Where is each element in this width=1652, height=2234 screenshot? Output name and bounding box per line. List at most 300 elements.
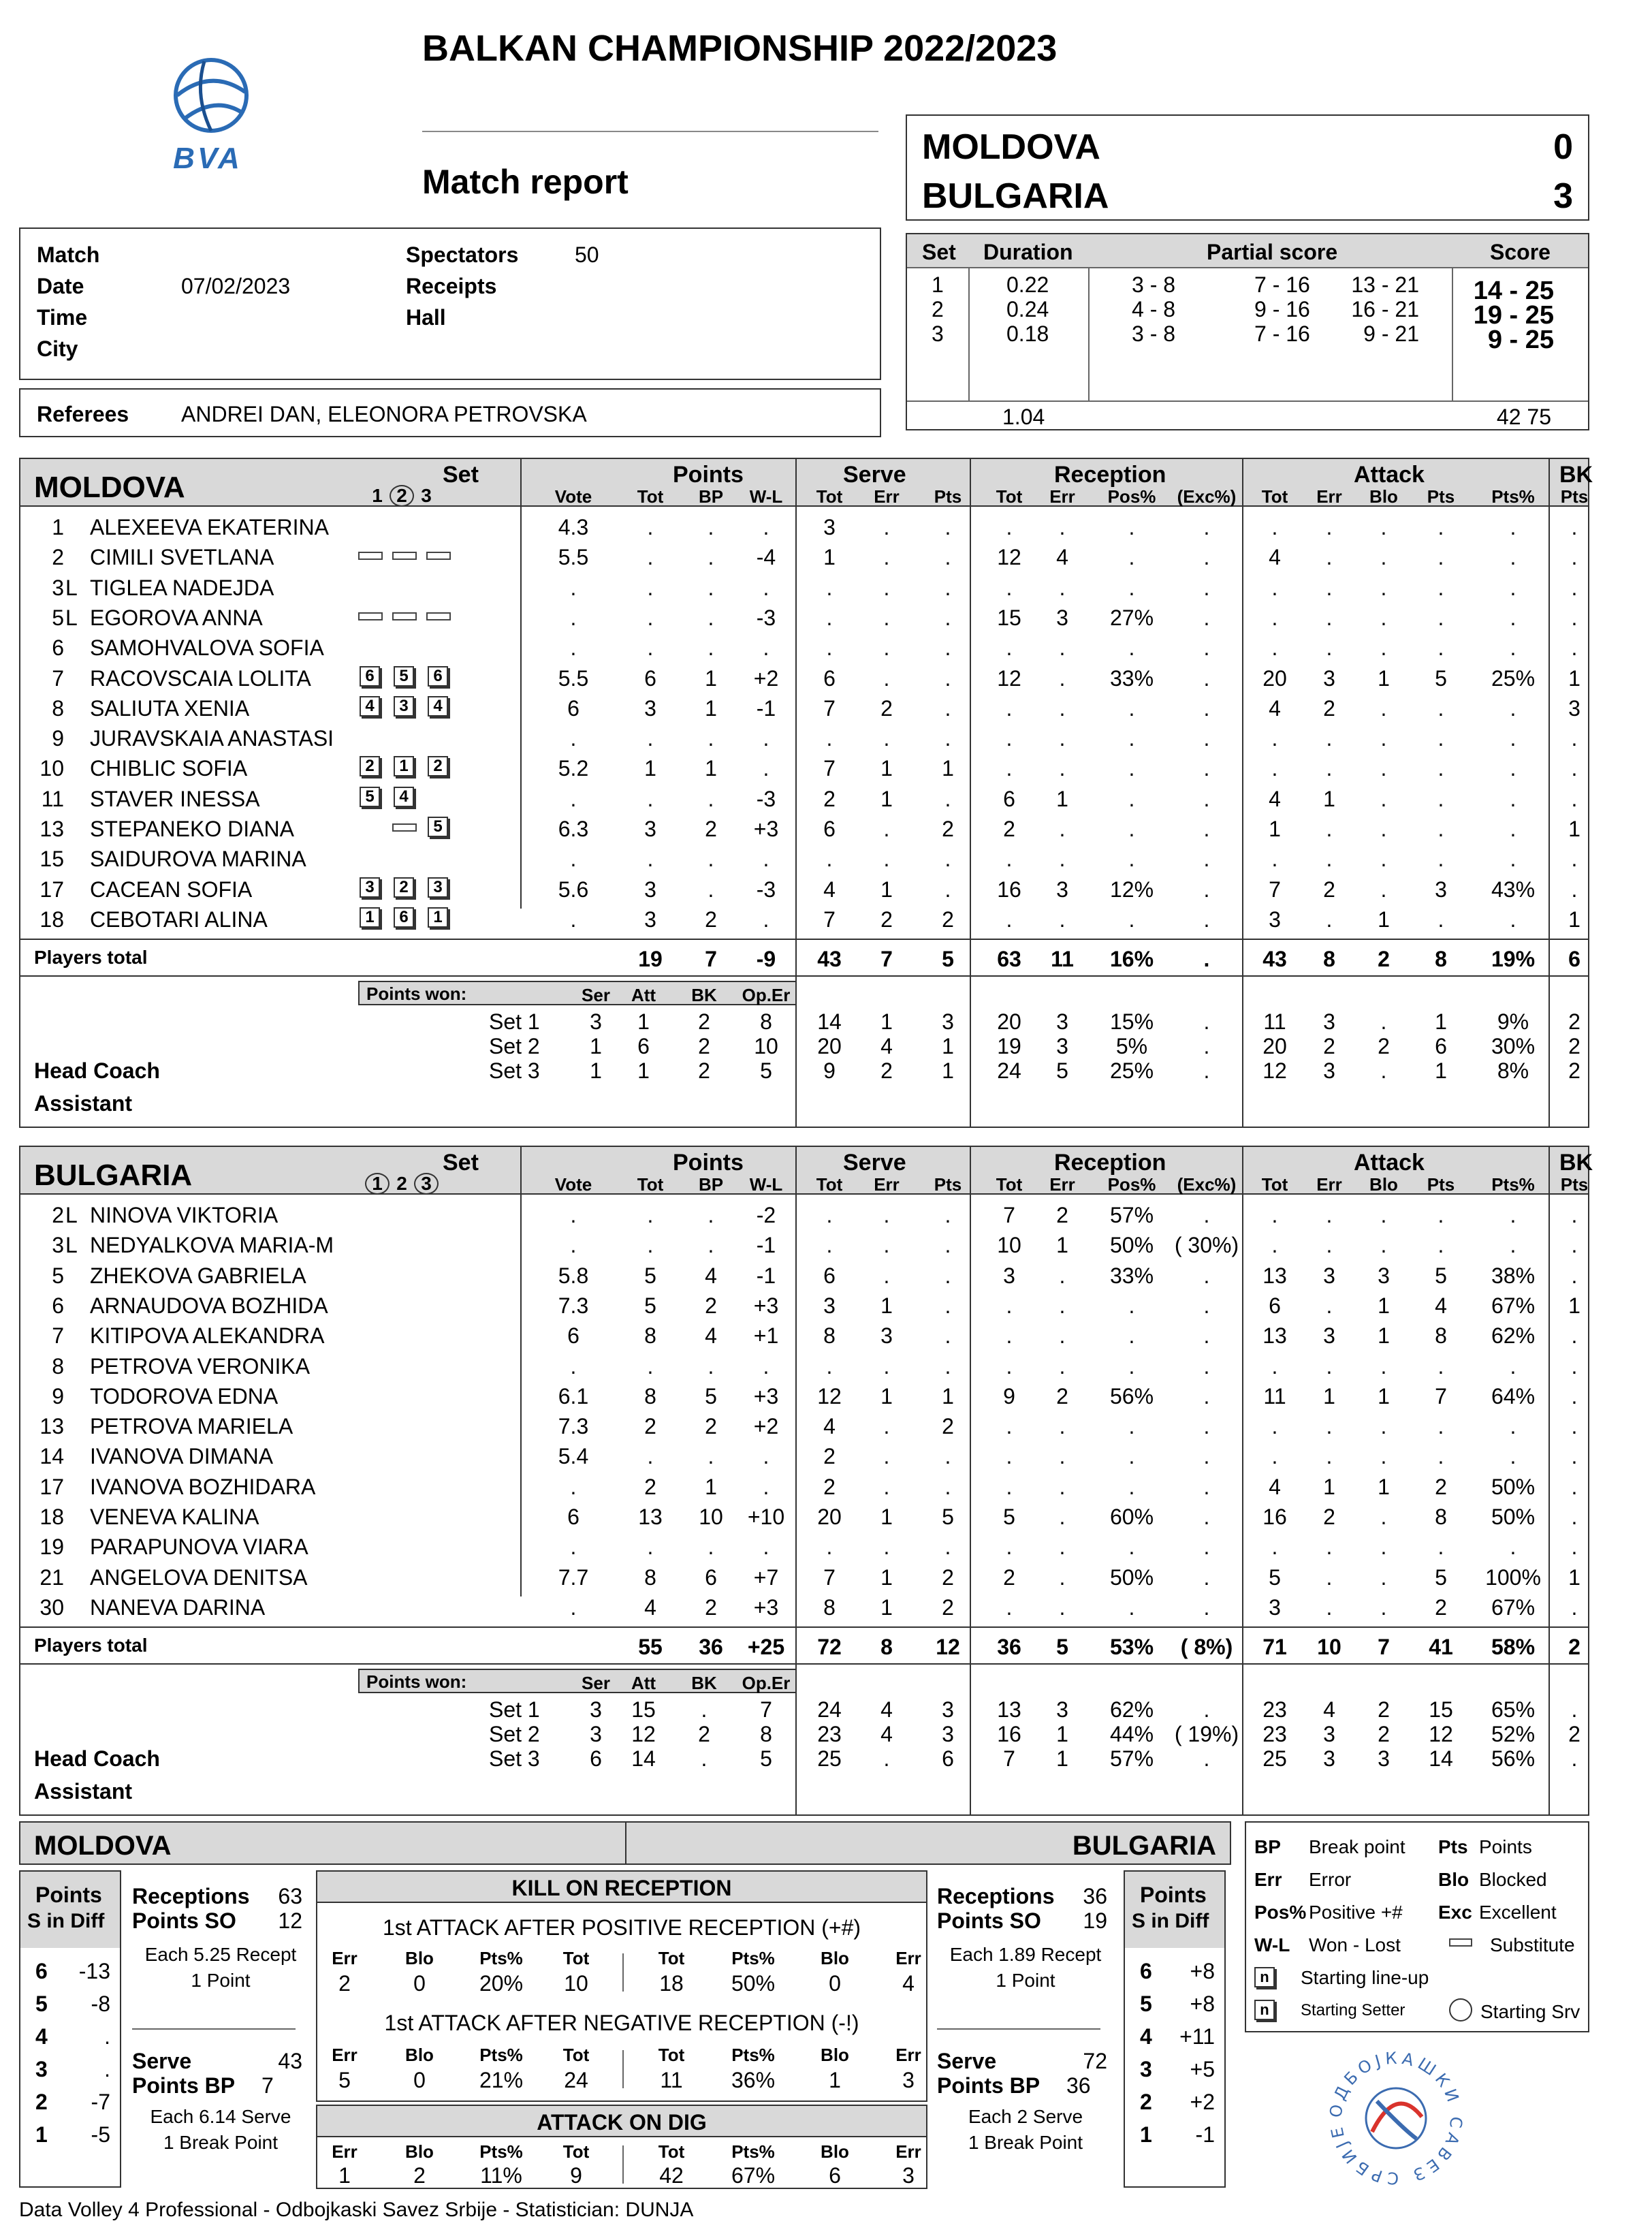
stat-value: . (1437, 635, 1444, 661)
stat-value: 50% (1491, 1505, 1536, 1529)
set-stat-value: 5 (1056, 1058, 1068, 1084)
stat-value: . (1128, 1353, 1135, 1379)
one-break-point: 1 Break Point (968, 2132, 1083, 2153)
legend-abbrev: Pos% (1254, 1902, 1307, 1923)
points-won-value: 8 (760, 1009, 772, 1035)
set-stat-value: 2 (1378, 1722, 1390, 1747)
stat-value: 1 (1568, 1564, 1580, 1590)
stat-value: . (763, 907, 769, 932)
stat-value: 50% (1491, 1474, 1536, 1499)
partial-16: 7 - 16 (1254, 272, 1310, 297)
stat-value: . (708, 605, 714, 630)
player-row[interactable] (19, 603, 1589, 633)
player-row[interactable] (19, 1261, 1589, 1291)
points-won-value: 5 (760, 1058, 772, 1084)
stat-value: . (883, 1444, 890, 1469)
set-stat-value: ( 19%) (1174, 1722, 1239, 1747)
player-row[interactable] (19, 1291, 1589, 1321)
set-stat-value: 7 (1003, 1746, 1015, 1772)
stat-value: . (1059, 756, 1066, 781)
player-number: 3 (52, 575, 64, 600)
player-row[interactable] (19, 1200, 1589, 1230)
stat-value: . (1437, 575, 1444, 600)
players-total-label: Players total (34, 947, 148, 969)
stat-value: . (1128, 907, 1135, 932)
set-stat-value: 1 (1435, 1009, 1447, 1035)
starting-position: 4 (394, 787, 414, 807)
player-name: EGOROVA ANNA (90, 605, 263, 630)
kill-col-header: Tot (562, 1948, 590, 1968)
set-stat-value: 13 (997, 1697, 1021, 1722)
starting-position: 5 (360, 787, 380, 807)
player-row[interactable] (19, 573, 1589, 603)
rotation-diff: -7 (91, 2090, 110, 2114)
volleyball-logo-icon (157, 54, 259, 136)
stat-value: . (1006, 575, 1013, 600)
kill-col-header: Tot (658, 1948, 685, 1968)
rotation-diff: +2 (1190, 2090, 1215, 2114)
kill-col-header: Err (332, 2045, 358, 2065)
stat-value: . (763, 1444, 769, 1469)
ser-header: Ser (582, 985, 610, 1006)
total-value: 41 (1429, 1635, 1453, 1660)
stat-value: 56% (1109, 1383, 1154, 1409)
set-indicator: 1 2 3 (365, 1173, 439, 1195)
stat-value: . (944, 1474, 951, 1499)
stat-value: 4 (1269, 1474, 1281, 1499)
stat-value: 1 (1269, 817, 1281, 841)
stat-value: . (1380, 877, 1387, 902)
stat-value: . (1128, 1474, 1135, 1499)
player-name: CACEAN SOFIA (90, 877, 253, 902)
player-name: SAMOHVALOVA SOFIA (90, 635, 324, 661)
column-header: Blo (1369, 1174, 1398, 1195)
stat-value: . (1571, 726, 1578, 751)
summary-team1: MOLDOVA (34, 1831, 172, 1861)
set-label: Set 2 (489, 1034, 540, 1059)
stat-value: . (1510, 545, 1516, 570)
player-row[interactable] (19, 663, 1589, 693)
head-coach-label: Head Coach (34, 1746, 160, 1772)
stat-value: 7 (823, 1564, 836, 1590)
stat-value: 5 (644, 1263, 656, 1288)
set-stat-value: 5% (1115, 1034, 1148, 1059)
rotation-number: 2 (35, 2090, 48, 2114)
stat-value: 15 (997, 605, 1021, 630)
set-stat-value: 23 (1262, 1722, 1287, 1747)
stat-value: . (1203, 1474, 1210, 1499)
stat-value: . (1006, 726, 1013, 751)
stat-value: . (1326, 1203, 1333, 1227)
stat-value: . (1271, 515, 1278, 539)
stat-value: 27% (1109, 605, 1154, 630)
stat-value: . (1571, 1474, 1578, 1499)
player-row[interactable] (19, 542, 1589, 572)
stat-value: . (1059, 1505, 1066, 1529)
points-so-label: Points SO (937, 1908, 1041, 1933)
stat-value: 7 (1435, 1383, 1447, 1409)
stat-value: . (1510, 756, 1516, 781)
total-value: 7 (880, 947, 893, 972)
kill-value: 24 (564, 2068, 588, 2092)
player-row[interactable] (19, 1441, 1589, 1471)
player-row[interactable] (19, 1472, 1589, 1502)
stat-value: . (1203, 605, 1210, 630)
stat-value: 1 (823, 545, 836, 570)
dig-col-header: Pts% (479, 2141, 523, 2162)
stat-value: . (1203, 515, 1210, 539)
player-number: 13 (39, 1414, 64, 1439)
partial-8: 3 - 8 (1132, 321, 1176, 346)
stat-value: . (944, 1203, 951, 1227)
stat-value: . (1326, 847, 1333, 872)
team-name: BULGARIA (34, 1159, 193, 1192)
player-row[interactable] (19, 693, 1589, 723)
stat-value: 1 (1378, 1474, 1390, 1499)
player-row[interactable] (19, 1230, 1589, 1260)
player-number: 18 (39, 907, 64, 932)
rotation-diff: +8 (1190, 1959, 1215, 1983)
set-stat-value: . (1203, 1697, 1210, 1722)
serve-value: 43 (278, 2049, 302, 2073)
group-header: Points (673, 462, 744, 488)
stat-value: . (1510, 695, 1516, 721)
substitute-icon (1449, 1938, 1472, 1947)
team-name: MOLDOVA (34, 471, 185, 504)
player-name: TIGLEA NADEJDA (90, 575, 274, 600)
stat-value: . (1326, 575, 1333, 600)
footer: Data Volley 4 Professional - Odbojkaski Savez Srbije - Statistician: DUNJA (19, 2199, 694, 2221)
legend-text: Break point (1309, 1836, 1405, 1857)
stat-value: . (1380, 1594, 1387, 1620)
stat-value: . (883, 665, 890, 691)
stat-value: 7.7 (558, 1564, 589, 1590)
stat-value: 57% (1109, 1203, 1154, 1227)
stat-value: . (1326, 1444, 1333, 1469)
dig-value: 42 (659, 2163, 684, 2188)
stat-value: . (944, 1293, 951, 1318)
stat-value: 6 (567, 1505, 579, 1529)
stat-value: . (944, 1233, 951, 1258)
stat-value: . (1059, 1474, 1066, 1499)
stat-value: 5 (942, 1505, 954, 1529)
total-value: 2 (1378, 947, 1390, 972)
stat-value: . (1510, 786, 1516, 811)
stat-value: . (570, 1233, 577, 1258)
rotation-box (19, 1870, 121, 2188)
stat-value: . (1203, 786, 1210, 811)
stat-value: 4 (823, 877, 836, 902)
player-row[interactable] (19, 1381, 1589, 1411)
stat-value: 12 (997, 665, 1021, 691)
set-label: Set 1 (489, 1009, 540, 1035)
stat-value: . (1059, 1564, 1066, 1590)
stat-value: . (1059, 1594, 1066, 1620)
stat-value: . (1006, 1535, 1013, 1560)
stat-value: -3 (756, 877, 776, 902)
player-row[interactable] (19, 753, 1589, 783)
starting-position: 1 (428, 907, 448, 928)
set-stat-value: 2 (1378, 1034, 1390, 1059)
kill-col-header: Blo (821, 2045, 849, 2065)
stat-value: 2 (1323, 695, 1335, 721)
total-value: 7 (1378, 1635, 1390, 1660)
set-duration: 0.18 (1006, 321, 1049, 346)
stat-value: . (1203, 726, 1210, 751)
points-won-value: . (701, 1746, 708, 1772)
stat-value: 2 (1435, 1474, 1447, 1499)
player-row[interactable] (19, 633, 1589, 663)
player-row[interactable] (19, 723, 1589, 753)
stat-value: . (1059, 1353, 1066, 1379)
player-row[interactable] (19, 1502, 1589, 1532)
stat-value: . (647, 1203, 654, 1227)
set-stat-value: . (1203, 1034, 1210, 1059)
rotation-number: 5 (1140, 1992, 1152, 2016)
stat-value: -1 (756, 1263, 776, 1288)
total-value: 71 (1262, 1635, 1287, 1660)
stat-value: . (1510, 1203, 1516, 1227)
stat-value: . (944, 726, 951, 751)
stat-value: . (883, 1263, 890, 1288)
set-stat-value: 30% (1491, 1034, 1536, 1059)
stat-value: 4 (1269, 695, 1281, 721)
points-bp-value: 36 (1066, 2073, 1091, 2098)
stat-value: . (1510, 1233, 1516, 1258)
set-duration: 0.22 (1006, 272, 1049, 297)
stat-value: . (647, 847, 654, 872)
stat-value: . (1006, 907, 1013, 932)
set-stat-value: 44% (1109, 1722, 1154, 1747)
dig-title: ATTACK ON DIG (537, 2110, 707, 2135)
stat-value: . (944, 847, 951, 872)
substitute-icon (358, 552, 383, 560)
stat-value: 6 (644, 665, 656, 691)
total-value: . (1203, 947, 1210, 972)
stat-value: 3 (1568, 695, 1580, 721)
starting-position: 3 (394, 696, 414, 717)
stat-value: 5.6 (558, 877, 589, 902)
stat-value: 3 (823, 1293, 836, 1318)
stat-value: -1 (756, 695, 776, 721)
stat-value: 1 (942, 756, 954, 781)
partial-16: 7 - 16 (1254, 321, 1310, 346)
stat-value: . (1571, 756, 1578, 781)
set-stat-value: 6 (1435, 1034, 1447, 1059)
stat-value: 4 (644, 1594, 656, 1620)
stat-value: . (944, 665, 951, 691)
stat-value: . (1271, 605, 1278, 630)
stat-value: . (1326, 1353, 1333, 1379)
players-total-label: Players total (34, 1635, 148, 1656)
substitute-icon (392, 612, 417, 620)
att-header: Att (631, 1673, 656, 1694)
stat-value: . (763, 756, 769, 781)
player-number: 5 (52, 1263, 64, 1288)
player-number: 9 (52, 726, 64, 751)
stat-value: . (1326, 1535, 1333, 1560)
rotation-number: 1 (35, 2122, 48, 2147)
logo-text: BVA (173, 142, 242, 175)
stat-value: 1 (705, 756, 717, 781)
player-row[interactable] (19, 1321, 1589, 1351)
kill-value: 10 (564, 1971, 588, 1996)
stat-value: . (1271, 1444, 1278, 1469)
stat-value: . (1006, 1414, 1013, 1439)
team2-sets: 3 (1553, 176, 1573, 216)
stat-value: . (763, 515, 769, 539)
player-row[interactable] (19, 1351, 1589, 1381)
stat-value: . (1326, 1293, 1333, 1318)
stat-value: 1 (880, 1293, 893, 1318)
column-header: Err (1049, 486, 1075, 507)
player-row[interactable] (19, 844, 1589, 874)
libero-flag: L (65, 1233, 78, 1258)
points-won-value: 3 (590, 1697, 602, 1722)
player-row[interactable] (19, 1411, 1589, 1441)
player-number: 10 (39, 756, 64, 781)
player-name: NINOVA VIKTORIA (90, 1203, 279, 1227)
libero-flag: L (65, 1203, 78, 1227)
stat-value: . (1380, 817, 1387, 841)
stat-value: 1 (880, 1594, 893, 1620)
set-stat-value: 1 (942, 1058, 954, 1084)
set-stat-value: 25 (1262, 1746, 1287, 1772)
column-header: Err (1049, 1174, 1075, 1195)
stat-value: 1 (644, 756, 656, 781)
player-row[interactable] (19, 784, 1589, 814)
kill-col-header: Pts% (479, 2045, 523, 2065)
stat-value: . (1571, 1535, 1578, 1560)
stat-value: . (1380, 1414, 1387, 1439)
stat-value: . (944, 1353, 951, 1379)
stat-value: 6.1 (558, 1383, 589, 1409)
stat-value: . (1326, 1594, 1333, 1620)
total-value: 72 (817, 1635, 842, 1660)
stat-value: . (1571, 877, 1578, 902)
stat-value: . (1271, 1535, 1278, 1560)
column-header: Pos% (1107, 486, 1156, 507)
points-bp-label: Points BP (132, 2073, 236, 2098)
set-stat-value: 15% (1109, 1009, 1154, 1035)
stat-value: 2 (705, 1594, 717, 1620)
set-label: Set 3 (489, 1746, 540, 1772)
column-header: Vote (554, 486, 592, 507)
stat-value: 6 (567, 1323, 579, 1349)
stat-value: . (763, 847, 769, 872)
federation-seal-icon (1314, 2036, 1478, 2200)
stat-value: . (570, 1203, 577, 1227)
stat-value: . (1203, 847, 1210, 872)
stat-value: . (1571, 1353, 1578, 1379)
stat-value: . (826, 1353, 833, 1379)
set-stat-value: 9 (823, 1058, 836, 1084)
substitute-icon (426, 612, 451, 620)
column-header: Err (1316, 1174, 1342, 1195)
stat-value: +2 (753, 665, 779, 691)
stat-value: . (1271, 1233, 1278, 1258)
stat-value: 1 (880, 756, 893, 781)
team-table-1 (19, 1146, 1593, 1812)
stat-value: . (1006, 1444, 1013, 1469)
stat-value: 1 (880, 1505, 893, 1529)
player-name: IVANOVA DIMANA (90, 1444, 274, 1469)
legend-text: Won - Lost (1309, 1934, 1401, 1955)
set-stat-value: 3 (1056, 1009, 1068, 1035)
stat-value: 4 (705, 1323, 717, 1349)
ser-header: Ser (582, 1673, 610, 1694)
stat-value: . (1380, 575, 1387, 600)
starting-position: 5 (394, 666, 414, 687)
kill-col-header: Blo (821, 1948, 849, 1968)
stat-value: . (1380, 726, 1387, 751)
total-value: 11 (1051, 947, 1074, 972)
player-row[interactable] (19, 875, 1589, 904)
set-stat-value: . (1571, 1746, 1578, 1772)
set-stat-value: 3 (1323, 1058, 1335, 1084)
stat-value: . (570, 575, 577, 600)
stat-value: . (944, 545, 951, 570)
group-header: BK (1559, 1150, 1593, 1176)
starting-position: 3 (428, 877, 448, 898)
player-row[interactable] (19, 1592, 1589, 1622)
stat-value: . (1006, 1594, 1013, 1620)
head-coach-label: Head Coach (34, 1058, 160, 1084)
legend-text: Positive +# (1309, 1902, 1403, 1923)
player-row[interactable] (19, 904, 1589, 934)
starting-position: 2 (428, 756, 448, 776)
player-row[interactable] (19, 512, 1589, 542)
set-stat-value: 23 (1262, 1697, 1287, 1722)
stat-value: . (1128, 575, 1135, 600)
total-value: 36 (997, 1635, 1021, 1660)
legend-start-setter: Starting Setter (1301, 2001, 1405, 2019)
partial-21: 16 - 21 (1351, 297, 1419, 321)
receptions-value: 36 (1083, 1884, 1107, 1908)
points-won-value: 6 (590, 1746, 602, 1772)
stat-value: 7 (823, 756, 836, 781)
legend-abbrev: Pts (1438, 1836, 1468, 1857)
stat-value: . (883, 1203, 890, 1227)
stat-value: . (570, 1353, 577, 1379)
stat-value: 2 (1003, 817, 1015, 841)
stat-value: . (1059, 635, 1066, 661)
legend-start-srv: Starting Srv (1480, 2001, 1580, 2022)
player-row[interactable] (19, 1562, 1589, 1592)
stat-value: . (1203, 1444, 1210, 1469)
stat-value: 6 (823, 1263, 836, 1288)
bk-header: BK (691, 985, 717, 1006)
player-row[interactable] (19, 814, 1589, 844)
rotation-diff: -1 (1195, 2122, 1215, 2147)
stat-value: . (1510, 847, 1516, 872)
operr-header: Op.Er (742, 985, 791, 1006)
stat-value: . (883, 1535, 890, 1560)
stat-value: 1 (1056, 1233, 1068, 1258)
substitute-icon (426, 552, 451, 560)
points-bp-value: 7 (261, 2073, 274, 2098)
stat-value: 2 (880, 695, 893, 721)
set-stat-value: 1 (1435, 1058, 1447, 1084)
points-won-value: 7 (760, 1697, 772, 1722)
stat-value: 5.5 (558, 665, 589, 691)
player-row[interactable] (19, 1532, 1589, 1562)
set-stat-value: 8% (1497, 1058, 1529, 1084)
stat-value: . (1571, 545, 1578, 570)
stat-value: . (763, 726, 769, 751)
starting-position: 2 (394, 877, 414, 898)
team1-sets: 0 (1553, 127, 1573, 167)
